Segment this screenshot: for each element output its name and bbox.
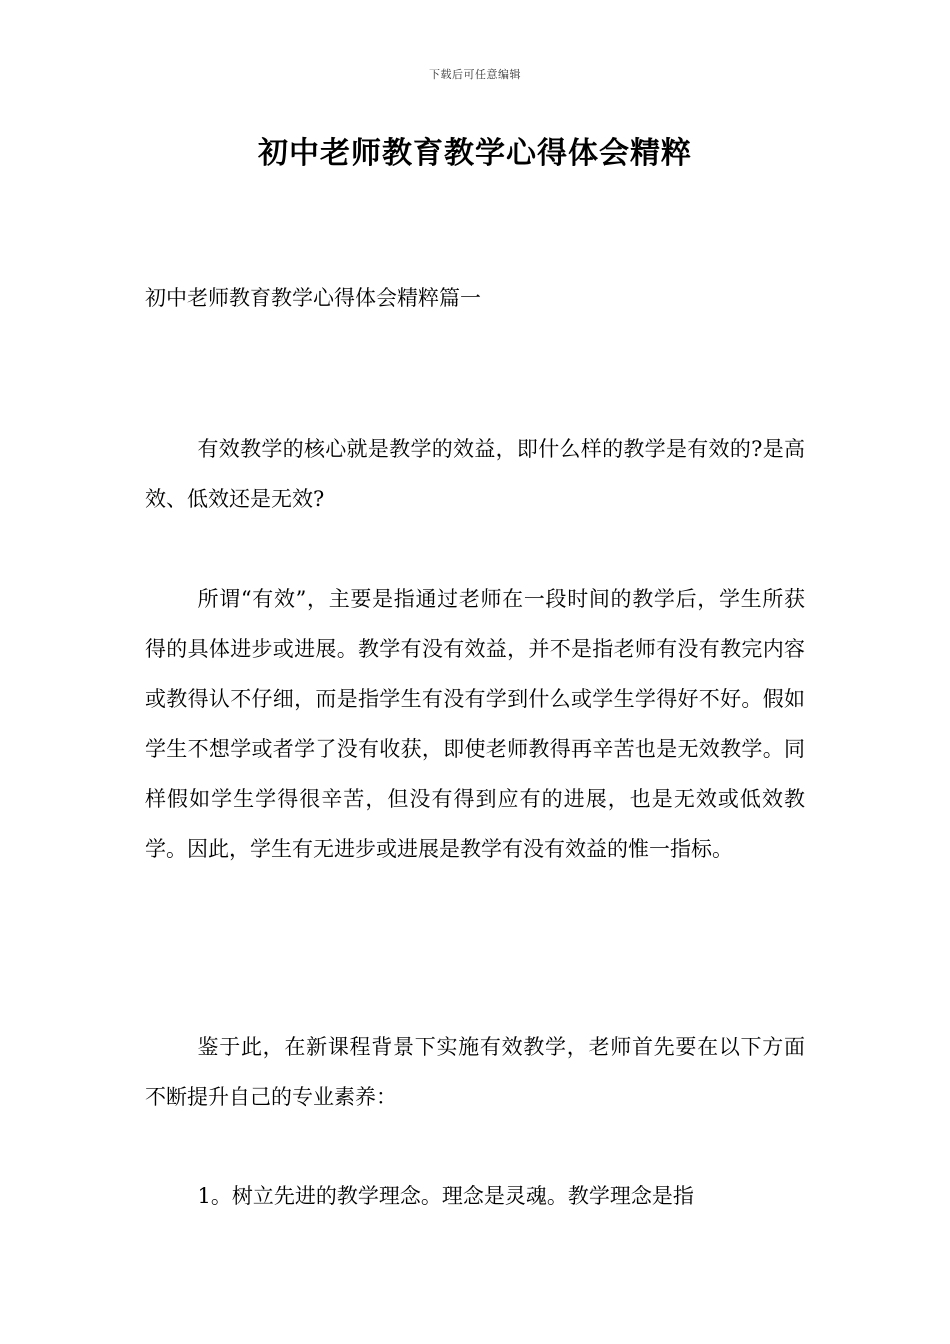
section-heading: 初中老师教育教学心得体会精粹篇一 [145,286,481,310]
paragraph: 鉴于此，在新课程背景下实施有效教学，老师首先要在以下方面不断提升自己的专业素养： [145,1035,805,1109]
paragraph: 所谓“有效”，主要是指通过老师在一段时间的教学后，学生所获得的具体进步或进展。教学有没有效益，并不是指老师有没有教完内容或教得认不仔细，而是指学生有没有学到什么或学生学得好不好。假如学生不想学或者学了没有收获，即使老师教得再辛苦也是无效教学。同样假如学生学得很辛苦，但没有得到应有的进展，也是无效或低效教学。因此，学生有无进步或进展是教学有没有效益的惟一指标。 [145,587,805,861]
paragraph: 1。树立先进的教学理念。理念是灵魂。教学理念是指 [197,1184,694,1208]
paragraph: 有效教学的核心就是教学的效益，即什么样的教学是有效的?是高效、低效还是无效? [145,437,805,511]
header-note: 下载后可任意编辑 [429,68,521,81]
document-title: 初中老师教育教学心得体会精粹 [258,136,692,171]
